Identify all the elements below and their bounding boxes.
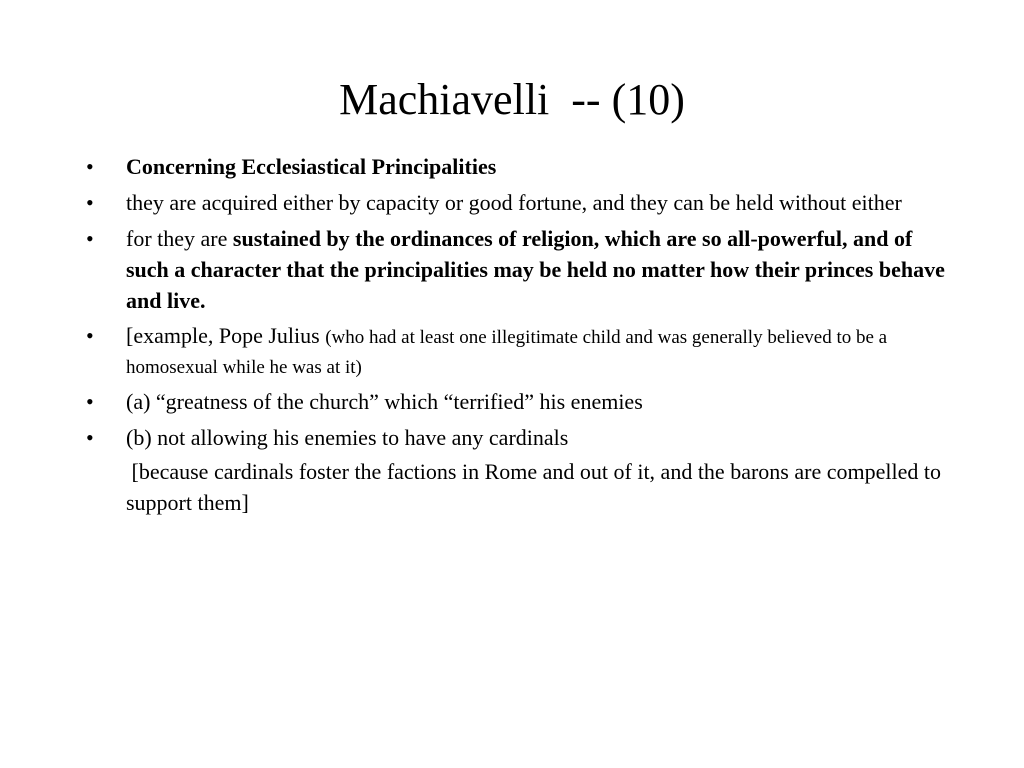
bullet-icon: • [86, 323, 94, 348]
list-item [86, 151, 946, 182]
list-item [86, 321, 946, 381]
item-small-text: (who had at least one illegitimate child and was generally believed to be a homosexual while he was at it) [126, 327, 888, 378]
bullet-icon: • [86, 226, 94, 251]
bullet-icon: • [86, 190, 94, 215]
slide-title: Machiavelli -- (10) [339, 75, 685, 124]
item-text: they are acquired either by capacity or good fortune, and they can be held without either [126, 190, 902, 215]
list-item [86, 223, 946, 316]
continuation-paragraph [86, 456, 946, 518]
item-bold-text: sustained by the ordinances of religion, which are so all-powerful, and of such a character that the principalities may be held no matter how their princes behave and live. [126, 226, 945, 313]
bullet-icon: • [86, 389, 94, 414]
list-item [86, 386, 946, 417]
list-item [86, 422, 946, 453]
bullet-icon: • [86, 425, 94, 450]
bullet-list [86, 151, 946, 518]
continuation-text: [because cardinals foster the factions in Rome and out of it, and the barons are compelled to support them] [126, 459, 947, 515]
item-bold-text: Concerning Ecclesiastical Principalities [126, 154, 497, 179]
item-text: [example, Pope Julius [126, 323, 326, 348]
list-item [86, 187, 946, 218]
item-text: (a) “greatness of the church” which “terrified” his enemies [126, 389, 643, 414]
item-text: for they are [126, 226, 233, 251]
item-text: (b) not allowing his enemies to have any cardinals [126, 425, 569, 450]
bullet-icon: • [86, 154, 94, 179]
